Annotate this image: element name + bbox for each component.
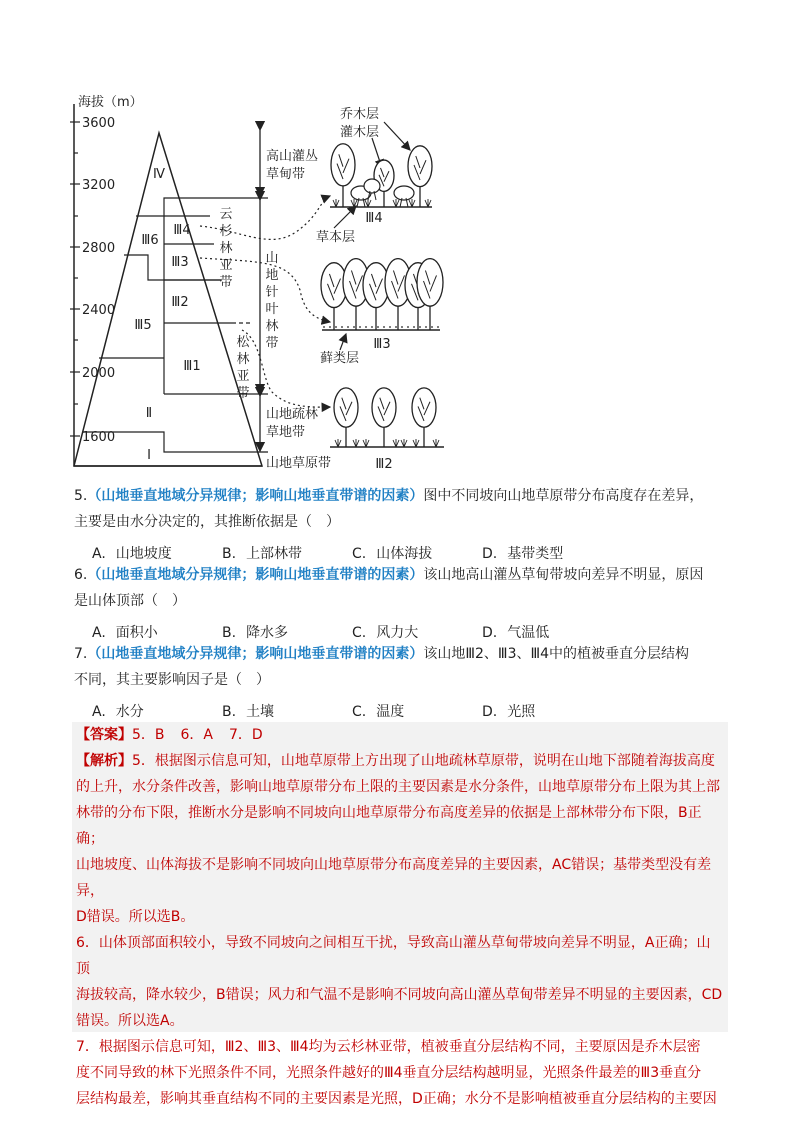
shrub-crown bbox=[394, 186, 414, 200]
grass-tuft bbox=[363, 439, 369, 447]
answer-line bbox=[72, 722, 728, 748]
moss-dot bbox=[341, 326, 343, 328]
label-char: 带 bbox=[236, 386, 250, 401]
moss-dot bbox=[323, 326, 325, 328]
tree-crown bbox=[334, 388, 358, 427]
tick-label: 2800 bbox=[82, 241, 116, 256]
moss-dot bbox=[401, 326, 403, 328]
moss-dot bbox=[425, 326, 427, 328]
moss-dot bbox=[335, 326, 337, 328]
grass-tuft bbox=[335, 439, 341, 447]
diagram-svg bbox=[0, 0, 800, 480]
moss-dot bbox=[395, 326, 397, 328]
question-text: 图中不同坡向山地草原带分布高度存在差异， bbox=[423, 488, 704, 504]
zone-label: Ⅲ5 bbox=[134, 318, 152, 333]
moss-dot bbox=[359, 326, 361, 328]
option-b[interactable]: B. 降水多 bbox=[222, 625, 289, 641]
panel-label: Ⅲ2 bbox=[375, 457, 393, 472]
layer-moss-label: 藓类层 bbox=[320, 351, 360, 366]
moss-dot bbox=[407, 326, 409, 328]
option-b[interactable]: B. 土壤 bbox=[222, 704, 275, 720]
moss-dot bbox=[413, 326, 415, 328]
question-number: 7. bbox=[74, 646, 88, 662]
question-5 bbox=[74, 483, 734, 567]
analysis-line: 山地坡度、山体海拔不是影响不同坡向山地草原带分布高度差异的主要因素，AC错误；基带类型没有差异， bbox=[76, 857, 712, 899]
tree-crown bbox=[412, 388, 436, 427]
moss-dot bbox=[431, 326, 433, 328]
moss-dot bbox=[389, 326, 391, 328]
option-d[interactable]: D. 光照 bbox=[482, 704, 536, 720]
zone-label: Ⅱ bbox=[145, 406, 153, 421]
grass-tuft bbox=[393, 439, 399, 447]
tree-crown bbox=[331, 144, 355, 186]
shrub-crown bbox=[364, 179, 380, 193]
panel-label: Ⅲ4 bbox=[365, 211, 383, 226]
layer-tree-label: 乔木层 bbox=[340, 107, 380, 122]
label-char: 杉 bbox=[219, 224, 233, 239]
grass-tuft bbox=[333, 199, 339, 207]
grass-tuft bbox=[401, 439, 407, 447]
panel-III3 bbox=[321, 259, 443, 330]
grass-tuft bbox=[425, 199, 431, 207]
analysis-line: 错误。所以选A。 bbox=[76, 1013, 184, 1029]
belt-alpine-label: 草甸带 bbox=[266, 167, 306, 182]
analysis-line: 度不同导致的林下光照条件不同，光照条件越好的Ⅲ4垂直分层结构越明显，光照条件最差的Ⅲ3垂直分 bbox=[76, 1065, 702, 1081]
tree-crown bbox=[408, 146, 432, 187]
question-tag: （山地垂直地域分异规律；影响山地垂直带谱的因素） bbox=[87, 488, 424, 504]
answer-item: 6．A bbox=[180, 727, 213, 743]
answer-item: 5．B bbox=[132, 727, 165, 743]
zone-label: Ⅲ1 bbox=[183, 359, 201, 374]
panel-III4 bbox=[330, 144, 432, 207]
y-axis-label: 海拔（m） bbox=[78, 95, 143, 110]
grass-tuft bbox=[353, 439, 359, 447]
label-char: 林 bbox=[265, 319, 279, 334]
option-b[interactable]: B. 上部林带 bbox=[222, 546, 303, 562]
question-tag: （山地垂直地域分异规律；影响山地垂直带谱的因素） bbox=[87, 567, 424, 583]
question-7 bbox=[74, 641, 734, 725]
grass-tuft bbox=[393, 199, 399, 207]
question-text: 主要是由水分决定的，其推断依据是（ ） bbox=[74, 514, 340, 530]
belt-brackets bbox=[208, 130, 268, 452]
layer-herb-label: 草本层 bbox=[316, 230, 356, 245]
grass-tuft bbox=[433, 439, 439, 447]
label-char: 亚 bbox=[236, 369, 250, 384]
subbelt-pine-label bbox=[236, 334, 250, 401]
zone-label: Ⅲ3 bbox=[171, 255, 189, 270]
tree-crown bbox=[417, 259, 443, 307]
option-d[interactable]: D. 气温低 bbox=[482, 625, 550, 641]
moss-dot bbox=[377, 326, 379, 328]
moss-dot bbox=[365, 326, 367, 328]
zone-label: Ⅲ2 bbox=[171, 295, 189, 310]
option-c[interactable]: C. 山体海拔 bbox=[352, 546, 433, 562]
option-a[interactable]: A. 水分 bbox=[92, 704, 144, 720]
label-char: 带 bbox=[265, 336, 279, 351]
moss-dot bbox=[353, 326, 355, 328]
label-char: 林 bbox=[236, 352, 250, 367]
moss-dot bbox=[329, 326, 331, 328]
y-ticks bbox=[70, 122, 80, 436]
question-text: 不同，其主要影响因子是（ ） bbox=[74, 672, 270, 688]
question-tag: （山地垂直地域分异规律；影响山地垂直带谱的因素） bbox=[87, 646, 424, 662]
tick-label: 3200 bbox=[82, 178, 116, 193]
option-c[interactable]: C. 温度 bbox=[352, 704, 405, 720]
option-a[interactable]: A. 山地坡度 bbox=[92, 546, 172, 562]
belt-alpine-label: 高山灌丛 bbox=[266, 149, 319, 164]
answer-analysis-panel bbox=[72, 722, 728, 1107]
grass-tuft bbox=[351, 199, 357, 207]
moss-dot bbox=[383, 326, 385, 328]
analysis-label: 【解析】 bbox=[76, 753, 132, 769]
analysis-line: 【解析】5．根据图示信息可知，山地草原带上方出现了山地疏林草原带，说明在山地下部随着海拔高度 bbox=[76, 753, 715, 769]
grass-tuft bbox=[409, 199, 415, 207]
zone-label: Ⅳ bbox=[153, 167, 165, 182]
label-char: 叶 bbox=[265, 302, 279, 317]
label-char: 亚 bbox=[219, 258, 233, 273]
option-c[interactable]: C. 风力大 bbox=[352, 625, 419, 641]
answer-label: 【答案】 bbox=[76, 727, 132, 743]
panel-III2 bbox=[330, 388, 444, 447]
belt-steppe-label: 山地草原带 bbox=[266, 456, 332, 471]
label-char: 地 bbox=[265, 268, 279, 283]
option-a[interactable]: A. 面积小 bbox=[92, 625, 158, 641]
belt-sparse-label: 山地疏林 bbox=[266, 407, 319, 422]
moss-dot bbox=[419, 326, 421, 328]
question-text: 该山地Ⅲ2、Ⅲ3、Ⅲ4中的植被垂直分层结构 bbox=[423, 646, 690, 662]
tick-label: 1600 bbox=[82, 430, 116, 445]
subbelt-spruce-label bbox=[219, 207, 232, 290]
layer-shrub-label: 灌木层 bbox=[340, 125, 380, 140]
analysis-line: 海拔较高，降水较少，B错误；风力和气温不是影响不同坡向高山灌丛草甸带差异不明显的主要因素，CD bbox=[76, 987, 723, 1003]
analysis-line: D错误。所以选B。 bbox=[76, 909, 195, 925]
question-number: 5. bbox=[74, 488, 88, 504]
question-6 bbox=[74, 562, 734, 646]
tick-label: 2000 bbox=[82, 366, 116, 381]
zone-label: Ⅲ4 bbox=[173, 223, 191, 238]
label-char: 针 bbox=[265, 285, 279, 300]
tick-label: 3600 bbox=[82, 116, 116, 131]
question-text: 该山地高山灌丛草甸带坡向差异不明显，原因 bbox=[423, 567, 704, 583]
grass-tuft bbox=[365, 199, 371, 207]
belt-sparse-label: 草地带 bbox=[266, 425, 306, 440]
label-char: 带 bbox=[219, 275, 233, 290]
grass-tuft bbox=[413, 439, 419, 447]
panel-label: Ⅲ3 bbox=[373, 337, 391, 352]
label-char: 云 bbox=[219, 207, 233, 222]
question-number: 6. bbox=[74, 567, 88, 583]
label-char: 林 bbox=[219, 241, 233, 256]
analysis-line: 的上升，水分条件改善，影响山地草原带分布上限的主要因素是水分条件，山地草原带分布上限为其上部 bbox=[76, 779, 720, 795]
analysis-line: 7．根据图示信息可知，Ⅲ2、Ⅲ3、Ⅲ4均为云杉林亚带，植被垂直分层结构不同，主要原因是乔木层密 bbox=[76, 1039, 701, 1055]
option-d[interactable]: D. 基带类型 bbox=[482, 546, 564, 562]
analysis-line: 林带的分布下限，推断水分是影响不同坡向山地草原带分布高度差异的依据是上部林带分布下限，B正确； bbox=[76, 805, 702, 847]
question-text: 是山体顶部（ ） bbox=[74, 593, 186, 609]
moss-dot bbox=[437, 326, 439, 328]
analysis-line: 层结构最差，影响其垂直结构不同的主要因素是光照，D正确；水分不是影响植被垂直分层结构的主要因 bbox=[76, 1091, 717, 1107]
tick-label: 2400 bbox=[82, 303, 116, 318]
vegetation-belt-diagram bbox=[0, 0, 800, 480]
moss-dot bbox=[347, 326, 349, 328]
label-char: 松 bbox=[236, 335, 250, 350]
zone-label: Ⅰ bbox=[147, 448, 151, 463]
tree-crown bbox=[372, 388, 396, 427]
label-char: 山 bbox=[265, 251, 279, 266]
moss-dot bbox=[371, 326, 373, 328]
answer-item: 7．D bbox=[229, 727, 263, 743]
zone-label: Ⅲ6 bbox=[141, 233, 159, 248]
analysis-line: 6．山体顶部面积较小，导致不同坡向之间相互干扰，导致高山灌丛草甸带坡向差异不明显，A正确；山顶 bbox=[76, 935, 711, 977]
